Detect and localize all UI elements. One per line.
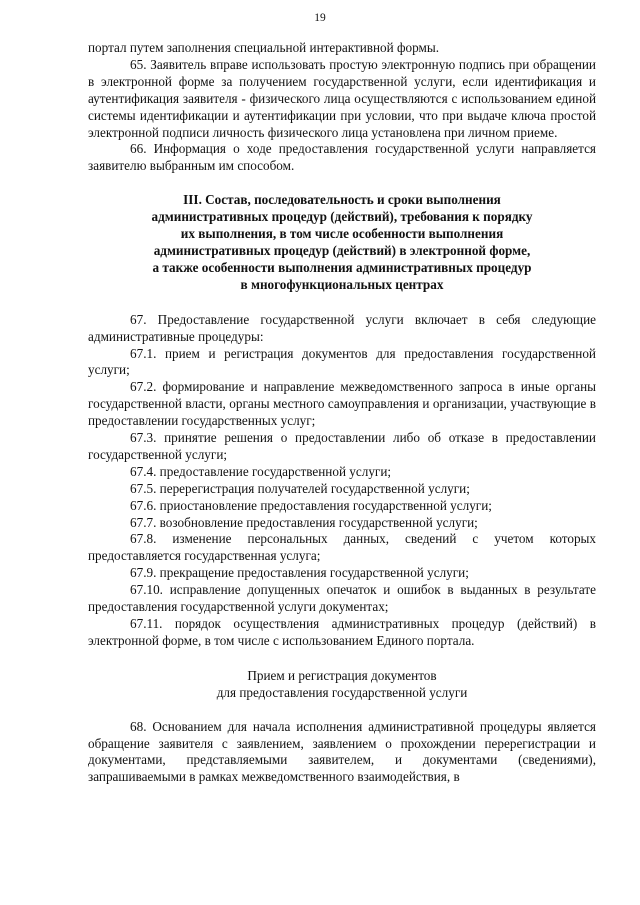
section-heading-line: их выполнения, в том числе особенности выполнения bbox=[180, 226, 504, 242]
list-item: 67.1. прием и регистрация документов для предоставления государственной услуги; bbox=[88, 345, 596, 378]
list-item: 67.10. исправление допущенных опечаток и ошибок в выданных в результате предоставления государственной услуги документах; bbox=[88, 582, 596, 615]
section-heading-line: в многофункциональных центрах bbox=[240, 276, 444, 292]
subsection-heading-line: Прием и регистрация документов bbox=[247, 667, 437, 683]
list-item: 67.6. приостановление предоставления государственной услуги; bbox=[130, 497, 492, 513]
paragraph-67-intro: 67. Предоставление государственной услуги включает в себя следующие административные процедуры: bbox=[88, 311, 596, 344]
paragraph-68: 68. Основанием для начала исполнения административной процедуры является обращение заявителя с заявлением, заявлением о прохождении перерегистрации и документами, представляемыми заявителем, и документами (сведениями), запрашиваемыми в рамках межведомственного взаимодействия, в bbox=[88, 718, 596, 785]
list-item: 67.2. формирование и направление межведомственного запроса в иные органы государственной власти, органы местного самоуправления и организации, участвующие в предоставлении государственных услуг; bbox=[88, 379, 596, 429]
section-heading bbox=[88, 192, 596, 293]
list-item: 67.11. порядок осуществления административных процедур (действий) в электронной форме, в том числе с использованием Единого портала. bbox=[88, 616, 596, 648]
paragraph-66: 66. Информация о ходе предоставления государственной услуги направляется заявителю выбранным им способом. bbox=[88, 141, 596, 174]
list-item: 67.5. перерегистрация получателей государственной услуги; bbox=[130, 480, 470, 496]
list-item: 67.7. возобновление предоставления государственной услуги; bbox=[130, 514, 478, 530]
list-item: 67.8. изменение персональных данных, сведений с учетом которых предоставляется государственная услуга; bbox=[88, 531, 596, 564]
subsection-heading-line: для предоставления государственной услуги bbox=[216, 684, 468, 700]
list-item: 67.4. предоставление государственной услуги; bbox=[130, 463, 392, 479]
document-body bbox=[88, 40, 596, 786]
paragraph-65: 65. Заявитель вправе использовать простую электронную подпись при обращении в электронной форме за получением государственной услуги, если идентификация и аутентификация заявителя - физического лица осуществляются с использованием единой системы идентификации и аутентификации при условии, что при выдаче ключа простой электронной подписи личность физического лица установлена при личном приеме. bbox=[88, 56, 596, 140]
list-item: 67.3. принятие решения о предоставлении либо об отказе в предоставлении государственной услуги; bbox=[88, 430, 596, 462]
section-heading-line: а также особенности выполнения административных процедур bbox=[152, 259, 532, 275]
list-item: 67.9. прекращение предоставления государственной услуги; bbox=[130, 565, 469, 581]
section-heading-line: административных процедур (действий) в электронной форме, bbox=[153, 242, 531, 258]
page-number: 19 bbox=[314, 12, 326, 24]
subsection-heading bbox=[88, 668, 596, 702]
section-heading-line: административных процедур (действий), требования к порядку bbox=[151, 209, 533, 225]
paragraph-64-continuation: портал путем заполнения специальной интерактивной формы. bbox=[88, 40, 440, 55]
section-heading-line: III. Состав, последовательность и сроки выполнения bbox=[183, 192, 501, 208]
